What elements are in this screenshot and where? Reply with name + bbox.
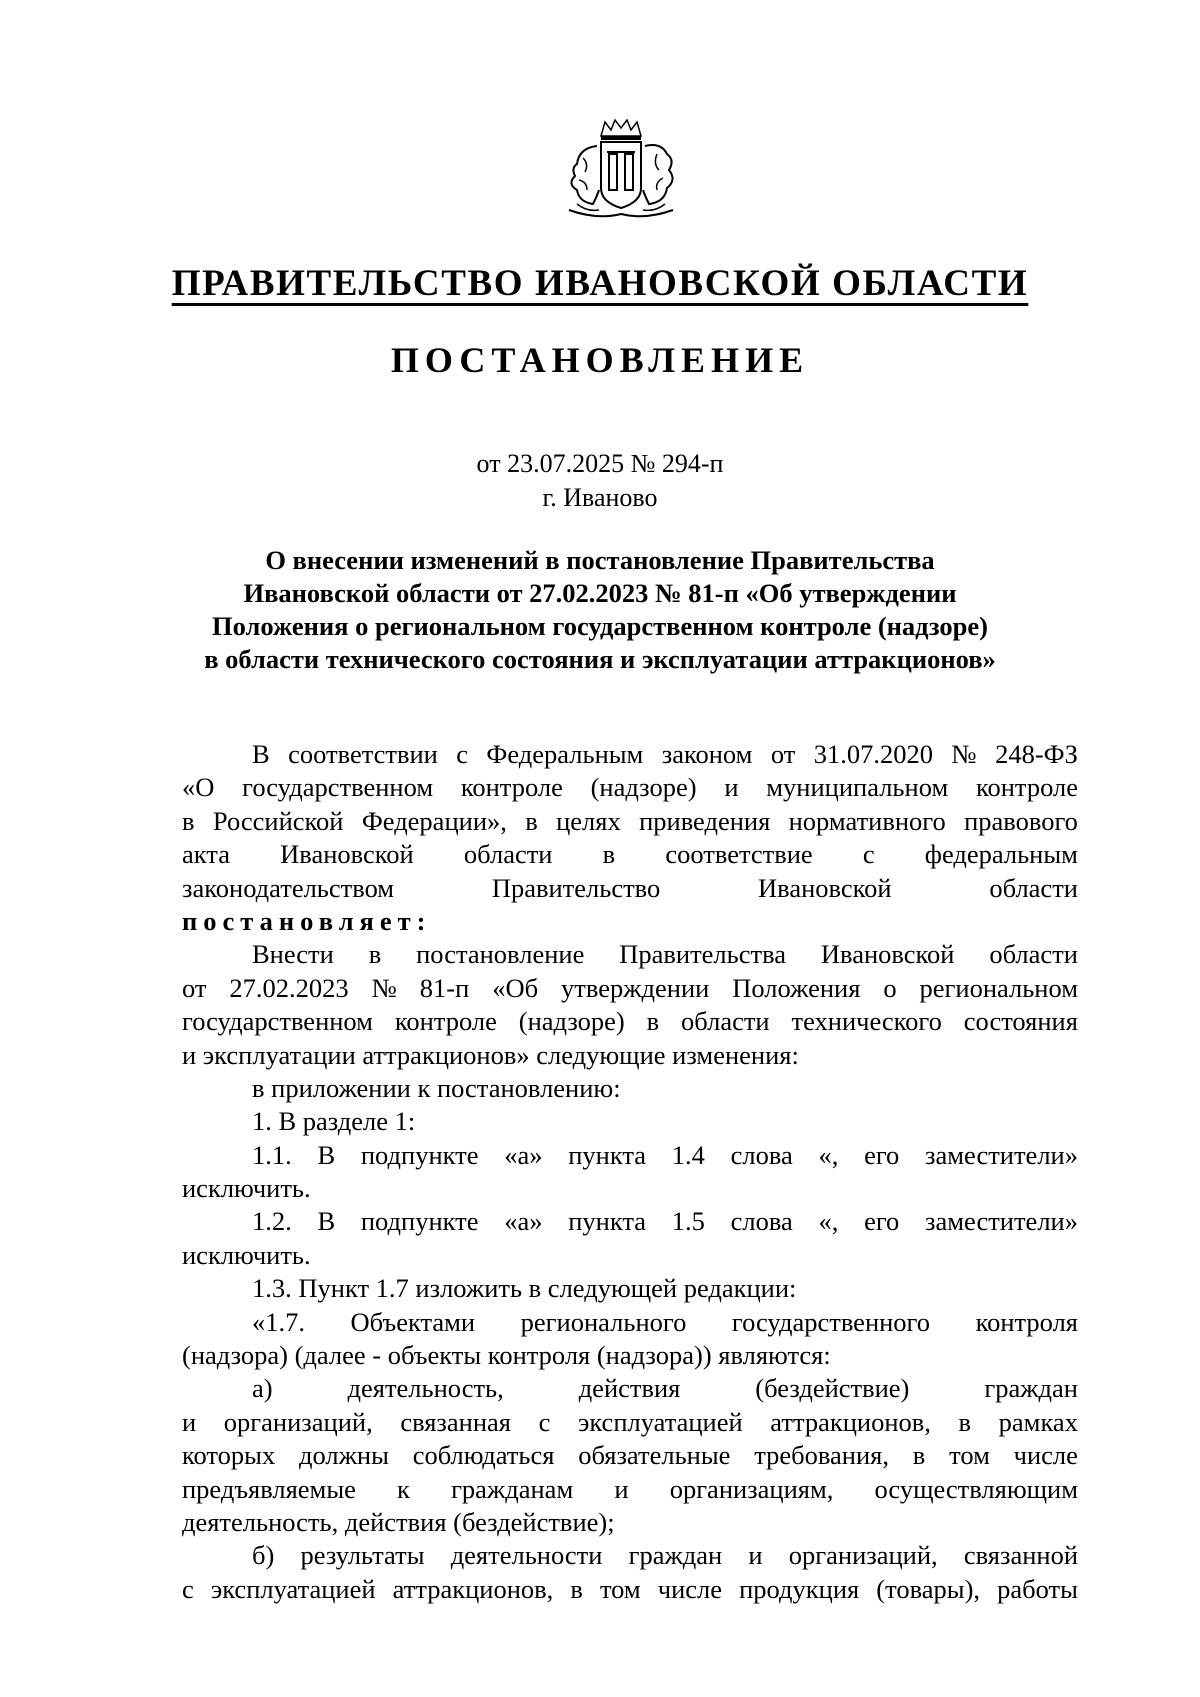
body-word: государственном xyxy=(182,1006,373,1037)
document-subject xyxy=(150,544,1050,676)
subject-line: в области технического состояния и эксплуатации аттракционов» xyxy=(204,644,996,674)
document-city: г. Иваново xyxy=(542,483,658,512)
body-line xyxy=(182,1506,1078,1539)
body-word: б) xyxy=(252,1540,275,1571)
body-word: Правительство xyxy=(491,872,661,903)
body-line xyxy=(182,838,1078,871)
body-word: законодательством xyxy=(182,872,395,903)
body-word: организаций, xyxy=(788,1540,938,1571)
body-word: 81-п xyxy=(419,972,470,1003)
body-line xyxy=(182,1239,1078,1272)
body-word: слова xyxy=(730,1139,793,1170)
body-word: № xyxy=(371,972,397,1003)
body-word: «О xyxy=(182,772,215,803)
body-line xyxy=(182,1139,1078,1172)
body-word: аттракционов, xyxy=(392,1573,554,1604)
body-word: В xyxy=(252,739,270,769)
body-word: области xyxy=(989,939,1078,970)
body-line xyxy=(182,805,1078,838)
body-word: в xyxy=(646,1006,660,1037)
body-word: и xyxy=(614,1473,629,1504)
body-word: в xyxy=(570,1573,583,1604)
body-word: (бездействие) xyxy=(755,1373,910,1404)
body-word: контроля xyxy=(975,1306,1078,1337)
body-line xyxy=(182,872,1078,905)
body-word: В xyxy=(317,1139,336,1170)
body-text: 1. В разделе 1: xyxy=(252,1106,416,1137)
body-word: пункта xyxy=(568,1206,647,1237)
body-word: подпункте xyxy=(360,1139,479,1170)
body-line xyxy=(182,1005,1078,1038)
body-word: целях xyxy=(556,805,621,836)
body-word: акта xyxy=(182,839,230,870)
body-line xyxy=(182,1372,1078,1405)
body-word: в xyxy=(602,839,616,870)
body-word: муниципальном xyxy=(766,772,949,803)
body-word: № xyxy=(951,739,977,769)
body-word: том xyxy=(599,1573,641,1604)
body-word: 31.07.2020 xyxy=(813,739,933,769)
body-word: В xyxy=(317,1206,336,1237)
government-name: ПРАВИТЕЛЬСТВО ИВАНОВСКОЙ ОБЛАСТИ xyxy=(171,263,1029,304)
body-line xyxy=(182,1272,1078,1305)
body-word: Российской xyxy=(212,805,344,836)
body-word: гражданам xyxy=(451,1473,574,1504)
body-word: которых xyxy=(182,1440,276,1471)
body-word: Федеральным xyxy=(486,739,644,769)
body-word: эксплуатацией xyxy=(210,1573,376,1604)
body-word: нормативного xyxy=(788,805,946,836)
body-word: организациям, xyxy=(669,1473,834,1504)
body-word: Положения xyxy=(732,972,861,1003)
body-word: в xyxy=(958,1406,972,1437)
body-word: федеральным xyxy=(924,839,1078,870)
body-word: приведения xyxy=(639,805,771,836)
body-line xyxy=(182,771,1078,804)
body-word: с xyxy=(456,739,469,769)
body-word: контроле xyxy=(394,1006,497,1037)
body-word: соблюдаться xyxy=(412,1440,555,1471)
body-line xyxy=(182,972,1078,1005)
body-word: обязательные xyxy=(578,1440,731,1471)
body-word: области xyxy=(989,872,1078,903)
body-word: технического xyxy=(791,1006,942,1037)
body-word: 1.2. xyxy=(252,1206,292,1237)
body-word: постановление xyxy=(416,939,585,970)
document-date-number: от 23.07.2025 № 294-п xyxy=(476,449,724,478)
body-word: его xyxy=(864,1139,900,1170)
body-word: «а» xyxy=(504,1139,543,1170)
body-word: заместители» xyxy=(925,1206,1078,1237)
body-word: продукция xyxy=(739,1573,860,1604)
body-word: к xyxy=(397,1473,410,1504)
body-word: утверждении xyxy=(561,972,710,1003)
body-word: правового xyxy=(964,805,1078,836)
document-type: ПОСТАНОВЛЕНИЕ xyxy=(390,340,810,380)
body-text: и эксплуатации аттракционов» следующие изменения: xyxy=(182,1039,799,1070)
body-word: Ивановской xyxy=(820,939,955,970)
body-word: (надзоре) xyxy=(518,1006,625,1037)
body-line xyxy=(182,1105,1078,1138)
subject-line: Ивановской области от 27.02.2023 № 81-п «Об утверждении xyxy=(243,578,957,608)
body-word: предъявляемые xyxy=(182,1473,356,1504)
body-word: рамках xyxy=(998,1406,1078,1437)
body-line xyxy=(182,1205,1078,1238)
body-word: аттракционов, xyxy=(770,1406,931,1437)
body-text: исключить. xyxy=(182,1239,311,1270)
body-word: слова xyxy=(730,1206,793,1237)
body-word: Ивановской xyxy=(758,872,892,903)
body-word: действия xyxy=(578,1373,681,1404)
body-text: в приложении к постановлению: xyxy=(252,1072,621,1103)
body-word: работы xyxy=(997,1573,1078,1604)
body-line xyxy=(182,1473,1078,1506)
body-text: исключить. xyxy=(182,1173,311,1204)
body-word: связанная xyxy=(400,1406,511,1437)
body-word: с xyxy=(538,1406,551,1437)
body-word: граждан xyxy=(984,1373,1078,1404)
body-line xyxy=(182,1306,1078,1339)
body-word: а) xyxy=(252,1373,273,1404)
body-line xyxy=(182,1573,1078,1606)
coat-of-arms-icon xyxy=(557,118,685,224)
body-word: и xyxy=(748,1540,763,1571)
subject-line: О внесении изменений в постановление Правительства xyxy=(265,545,935,575)
body-word: и xyxy=(724,772,739,803)
body-word: результаты xyxy=(300,1540,425,1571)
body-word: от xyxy=(770,739,796,769)
body-text: (надзора) (далее - объекты контроля (надзора)) являются: xyxy=(182,1340,831,1371)
body-word: граждан xyxy=(628,1540,723,1571)
body-word: Внести xyxy=(252,939,334,970)
body-text: 1.3. Пункт 1.7 изложить в следующей редакции: xyxy=(252,1273,797,1304)
body-word: (надзоре) xyxy=(590,772,697,803)
body-word: области xyxy=(463,839,553,870)
body-word: от xyxy=(182,972,207,1003)
body-word: числе xyxy=(1013,1440,1078,1471)
body-word: соответствии xyxy=(288,739,438,769)
body-word: с xyxy=(862,839,875,870)
body-line xyxy=(182,1339,1078,1372)
body-word: и xyxy=(182,1406,197,1437)
body-word: 1.4 xyxy=(671,1139,705,1170)
body-line xyxy=(182,1539,1078,1572)
body-word: контроле xyxy=(460,772,563,803)
body-word: осуществляющим xyxy=(874,1473,1078,1504)
body-word: «1.7. xyxy=(252,1306,305,1337)
body-word: Правительства xyxy=(619,939,786,970)
body-word: «, xyxy=(818,1139,839,1170)
body-word: 1.1. xyxy=(252,1139,292,1170)
body-word: о xyxy=(883,972,897,1003)
body-word: в xyxy=(368,939,382,970)
body-word: в xyxy=(182,805,195,836)
body-word: контроле xyxy=(975,772,1078,803)
body-word: его xyxy=(864,1206,900,1237)
body-word: деятельности xyxy=(450,1540,603,1571)
body-line xyxy=(182,938,1078,971)
body-word: 27.02.2023 xyxy=(229,972,349,1003)
body-word: государственном xyxy=(242,772,434,803)
body-word: региональном xyxy=(919,972,1078,1003)
body-word: с xyxy=(182,1573,194,1604)
body-text: деятельность, действия (бездействие); xyxy=(182,1506,615,1537)
body-word: должны xyxy=(299,1440,389,1471)
body-word: эксплуатацией xyxy=(577,1406,743,1437)
body-word: пункта xyxy=(568,1139,647,1170)
body-line xyxy=(182,905,1078,938)
body-word: состояния xyxy=(963,1006,1078,1037)
body-word: государственного xyxy=(731,1306,931,1337)
body-word: (товары), xyxy=(876,1573,981,1604)
body-word: «а» xyxy=(504,1206,543,1237)
body-word: «, xyxy=(818,1206,839,1237)
body-word: Ивановской xyxy=(280,839,414,870)
body-line xyxy=(182,1072,1078,1105)
body-line xyxy=(182,738,1078,771)
body-word: организаций, xyxy=(223,1406,373,1437)
body-word: регионального xyxy=(520,1306,687,1337)
body-word: требования, xyxy=(754,1440,889,1471)
body-line xyxy=(182,1406,1078,1439)
body-word: в xyxy=(912,1440,926,1471)
body-word: Объектами xyxy=(350,1306,476,1337)
body-word: 248-ФЗ xyxy=(995,739,1078,769)
body-word: 1.5 xyxy=(671,1206,705,1237)
body-word: подпункте xyxy=(360,1206,479,1237)
body-line xyxy=(182,1172,1078,1205)
body-line xyxy=(182,1039,1078,1072)
body-word: области xyxy=(681,1006,770,1037)
resolves-keyword: постановляет: xyxy=(182,905,432,936)
body-word: заместители» xyxy=(925,1139,1078,1170)
body-word: том xyxy=(949,1440,990,1471)
body-word: в xyxy=(525,805,538,836)
body-word: законом xyxy=(661,739,753,769)
body-line xyxy=(182,1439,1078,1472)
body-word: числе xyxy=(657,1573,723,1604)
body-word: Федерации», xyxy=(361,805,507,836)
body-word: деятельность, xyxy=(347,1373,504,1404)
subject-line: Положения о региональном государственном контроле (надзоре) xyxy=(212,611,988,641)
body-word: соответствие xyxy=(665,839,813,870)
document-body xyxy=(182,738,1078,1606)
body-word: «Об xyxy=(492,972,539,1003)
body-word: связанной xyxy=(963,1540,1078,1571)
